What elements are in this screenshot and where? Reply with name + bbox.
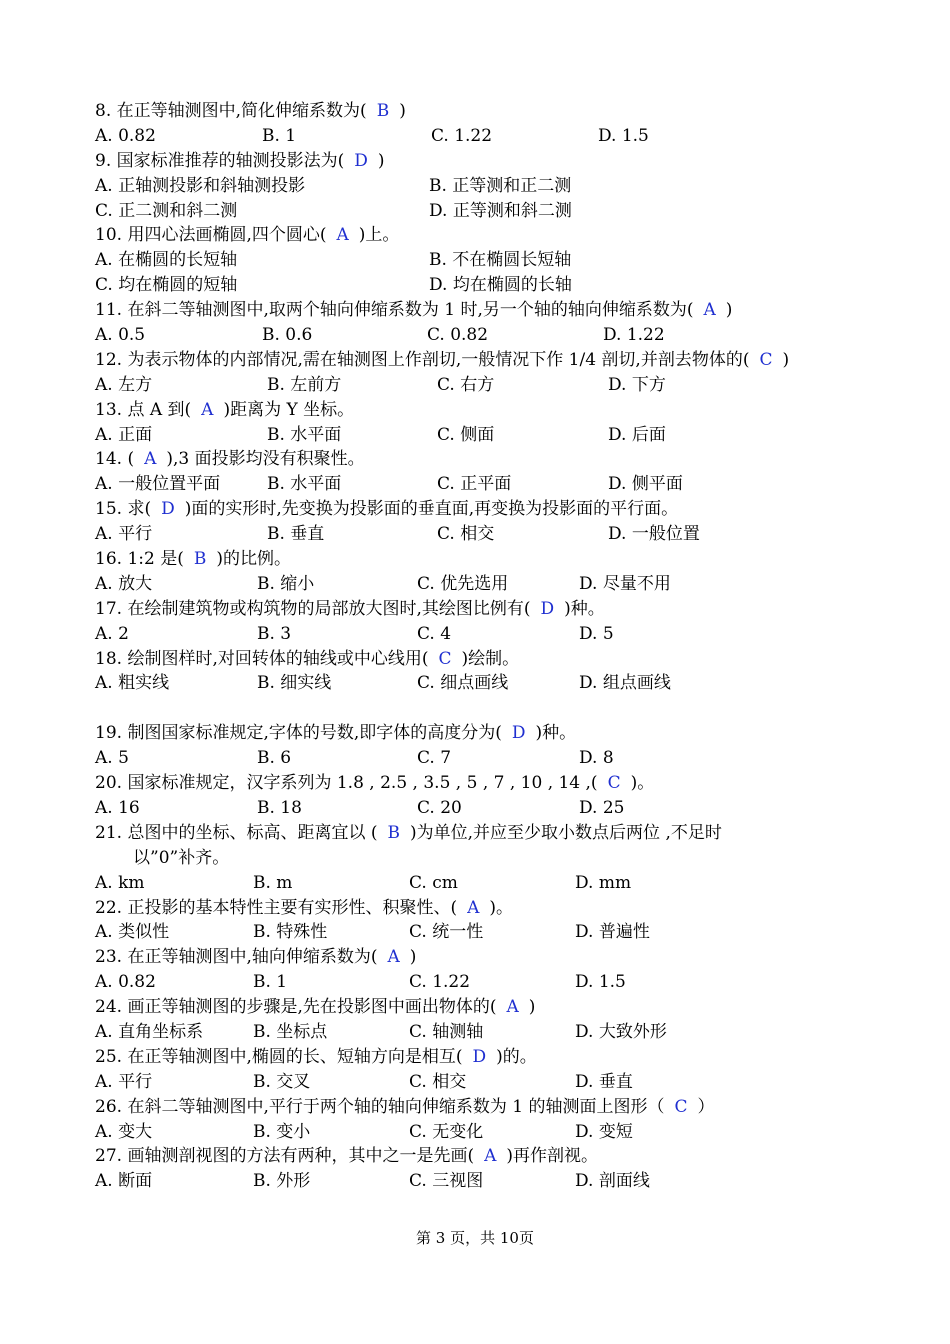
question-number: 14. [95,449,123,470]
options-row [95,970,865,995]
question-number: 21. [95,822,123,843]
answer-letter: A [201,399,214,420]
answer-letter: D [472,1046,487,1067]
answer-option: C. 侧面 [437,424,495,445]
question-stem [95,1144,865,1169]
question-number: 12. [95,349,123,370]
question-stem [95,497,865,522]
question-text-tail: )面的实形时,先变换为投影面的垂直面,再变换为投影面的平行面。 [184,499,679,520]
question-stem [95,597,865,622]
question-number: 18. [95,648,123,669]
question-text-tail: ） [697,1096,715,1117]
question-stem [95,398,865,423]
question-number: 17. [95,598,123,619]
answer-letter: A [467,897,480,918]
answer-letter: C [607,773,621,794]
options-row [95,572,865,597]
answer-option: B. 正等测和正二测 [429,175,572,196]
answer-letter: B [193,549,207,570]
question-stem [95,447,865,472]
answer-option: D. 8 [579,748,614,769]
answer-option: C. 7 [417,748,452,769]
answer-option: B. 18 [257,797,302,818]
question-stem [95,647,865,672]
answer-option: D. 尽量不用 [579,573,671,594]
options-row [95,746,865,771]
answer-letter: A [144,449,157,470]
question-text: 国家标准推荐的轴测投影法为( [116,150,345,171]
answer-letter: C [759,349,773,370]
answer-option: A. 左方 [95,374,153,395]
question-stem [95,149,865,174]
question-text-tail: )的比例。 [216,549,291,570]
options-row [95,1020,865,1045]
options-row [95,796,865,821]
answer-option: C. cm [409,872,458,893]
options-row [95,373,865,398]
options-row [95,522,865,547]
question-text: 在斜二等轴测图中,平行于两个轴的轴向伸缩系数为 1 的轴测面上图形（ [127,1096,665,1117]
question-text: 求( [127,499,152,520]
question-text: 在正等轴测图中,椭圆的长、短轴方向是相互( [127,1046,463,1067]
question-text: 正投影的基本特性主要有实形性、积聚性、( [127,897,458,918]
answer-option: C. 0.82 [427,325,489,346]
answer-letter: A [336,225,349,246]
answer-option: A. 类似性 [95,922,170,943]
answer-option: A. 16 [95,797,140,818]
answer-option: A. 直角坐标系 [95,1021,204,1042]
answer-option: C. 无变化 [409,1121,484,1142]
answer-option: A. 2 [95,623,129,644]
options-row [95,871,865,896]
question-text-tail: )为单位,并应至少取小数点后两位 ,不足时 [410,822,722,843]
question-stem [95,721,865,746]
answer-option: D. 一般位置 [608,524,700,545]
answer-option: A. 粗实线 [95,673,170,694]
answer-option: A. 一般位置平面 [95,474,221,495]
options-row [95,124,865,149]
question-stem [95,223,865,248]
answer-option: C. 统一性 [409,922,484,943]
answer-option: C. 相交 [437,524,495,545]
answer-option: C. 相交 [409,1071,467,1092]
question-text-tail: )。 [489,897,514,918]
options-row [95,174,865,199]
question-number: 27. [95,1146,123,1167]
question-text-tail: ) [399,101,406,121]
answer-option: B. 1 [262,125,297,146]
question-stem [95,1095,865,1120]
question-text-tail: ) [528,997,536,1018]
question-stem [95,995,865,1020]
question-number: 15. [95,499,123,520]
options-row [95,1169,865,1194]
answer-option: D. 普遍性 [575,922,650,943]
answer-option: C. 正平面 [437,474,512,495]
answer-option: B. 垂直 [267,524,325,545]
answer-letter: D [354,150,368,171]
answer-letter: D [161,499,175,520]
answer-option: A. 平行 [95,1071,153,1092]
question-list [95,99,865,1194]
answer-option: C. 优先选用 [417,573,509,594]
answer-option: D. 垂直 [575,1071,633,1092]
answer-option: C. 20 [417,797,462,818]
question-text-tail: )再作剖视。 [506,1146,599,1167]
answer-option: A. 正轴测投影和斜轴测投影 [95,175,306,196]
question-number: 8. [95,101,112,121]
question-number: 25. [95,1046,123,1067]
answer-option: B. 1 [253,972,288,993]
answer-option: D. 组点画线 [579,673,671,694]
answer-option: A. 5 [95,748,129,769]
answer-option: D. 均在椭圆的长轴 [429,275,572,296]
page-footer: 第 3 页，共 10页 [416,1229,534,1247]
answer-option: D. 变短 [575,1121,633,1142]
question-number: 13. [95,399,123,420]
options-row [95,671,865,696]
question-stem [95,945,865,970]
answer-option: D. 5 [579,623,614,644]
options-row [95,472,865,497]
options-row [95,248,865,273]
question-text-tail: ) [725,300,733,321]
answer-option: A. km [95,872,145,893]
question-text-tail: )。 [630,773,655,794]
question-number: 10. [95,225,123,246]
question-number: 20. [95,773,123,794]
answer-option: C. 1.22 [409,972,471,993]
question-number: 9. [95,150,112,171]
question-text-tail: ),3 面投影均没有积聚性。 [166,449,365,470]
answer-option: D. 剖面线 [575,1171,650,1192]
answer-option: B. 坐标点 [253,1021,328,1042]
options-row [95,199,865,224]
answer-letter: A [506,997,519,1018]
answer-option: B. 水平面 [267,424,342,445]
question-text: 画轴测剖视图的方法有两种，其中之一是先画( [127,1146,475,1167]
answer-option: B. 变小 [253,1121,311,1142]
question-stem [95,348,865,373]
answer-option: C. 右方 [437,374,495,395]
answer-option: D. 大致外形 [575,1021,667,1042]
answer-option: B. 特殊性 [253,922,328,943]
question-text: 在正等轴测图中,轴向伸缩系数为( [127,947,378,968]
answer-option: A. 平行 [95,524,153,545]
question-number: 26. [95,1096,123,1117]
answer-option: A. 0.82 [95,972,156,993]
question-stem [95,99,865,124]
answer-option: D. 正等测和斜二测 [429,200,572,221]
answer-option: D. 25 [579,797,625,818]
answer-option: B. 水平面 [267,474,342,495]
question-stem [95,896,865,921]
answer-letter: A [484,1146,497,1167]
answer-option: D. mm [575,872,632,893]
question-stem [95,771,865,796]
answer-letter: C [438,648,452,669]
answer-option: B. 不在椭圆长短轴 [429,250,572,271]
answer-option: A. 变大 [95,1121,153,1142]
options-row [95,1070,865,1095]
answer-option: A. 在椭圆的长短轴 [95,250,238,271]
question-text-tail: )绘制。 [461,648,520,669]
question-text: 制图国家标准规定,字体的号数,即字体的高度分为( [127,723,502,744]
answer-option: C. 4 [417,623,452,644]
answer-option: D. 1.5 [598,125,649,146]
answer-option: D. 下方 [608,374,666,395]
question-text: 在绘制建筑物或构筑物的局部放大图时,其绘图比例有( [127,598,531,619]
options-row [95,323,865,348]
question-number: 16. [95,549,123,570]
answer-option: A. 0.5 [95,325,146,346]
question-number: 11. [95,300,123,321]
answer-option: A. 0.82 [95,125,156,146]
question-number: 23. [95,947,123,968]
question-text-tail: )种。 [535,723,577,744]
answer-letter: B [387,822,400,843]
question-text: 国家标准规定，汉字系列为 1.8 , 2.5 , 3.5 , 5 , 7 , 10 , 14 ,( [127,773,598,794]
answer-option: D. 1.22 [603,325,665,346]
options-row [95,273,865,298]
answer-option: A. 断面 [95,1171,153,1192]
answer-option: B. 外形 [253,1171,311,1192]
question-text: 在斜二等轴测图中,取两个轴向伸缩系数为 1 时,另一个轴的轴向伸缩系数为( [127,300,694,321]
answer-option: A. 正面 [95,424,153,445]
answer-letter: D [540,598,555,619]
question-text: 画正等轴测图的步骤是,先在投影图中画出物体的( [127,997,497,1018]
answer-option: B. 交叉 [253,1071,311,1092]
question-number: 22. [95,897,123,918]
question-text: 用四心法画椭圆,四个圆心( [127,225,327,246]
question-stem [95,298,865,323]
answer-option: B. 缩小 [257,573,315,594]
question-text-tail: ) [377,150,385,171]
answer-option: B. 左前方 [267,374,342,395]
question-stem [95,547,865,572]
answer-option: A. 放大 [95,573,153,594]
question-text-tail: )种。 [564,598,605,619]
answer-option: D. 1.5 [575,972,626,993]
question-stem [95,1045,865,1070]
question-text: 点 A 到( [127,399,192,420]
answer-option: C. 正二测和斜二测 [95,200,238,221]
question-text-tail: ) [782,349,790,370]
options-row [95,622,865,647]
answer-option: B. 3 [257,623,292,644]
answer-option: B. 细实线 [257,673,332,694]
answer-option: B. 6 [257,748,292,769]
options-row [95,1120,865,1145]
question-text-tail: )距离为 Y 坐标。 [223,399,355,420]
answer-option: B. 0.6 [262,325,313,346]
answer-option: C. 轴测轴 [409,1021,484,1042]
question-text: 为表示物体的内部情况,需在轴测图上作剖切,一般情况下作 1/4 剖切,并剖去物体的( [127,349,750,370]
answer-option: C. 细点画线 [417,673,509,694]
question-text-tail: )的。 [496,1046,537,1067]
options-row [95,920,865,945]
question-text: 1:2 是( [127,549,184,570]
answer-option: D. 侧平面 [608,474,683,495]
answer-letter: A [703,300,716,321]
question-text: 总图中的坐标、标高、距离宜以 ( [127,822,378,843]
answer-option: B. m [253,872,293,893]
answer-option: C. 均在椭圆的短轴 [95,275,238,296]
answer-option: C. 三视图 [409,1171,484,1192]
question-number: 24. [95,997,123,1018]
answer-option: C. 1.22 [431,125,493,146]
question-text-tail: )上。 [358,225,400,246]
question-stem [95,821,865,871]
question-text: ( [127,449,135,470]
answer-letter: A [387,947,400,968]
question-text: 在正等轴测图中,简化伸缩系数为( [116,101,367,121]
answer-letter: C [674,1096,688,1117]
question-number: 19. [95,723,123,744]
question-text: 绘制图样时,对回转体的轴线或中心线用( [127,648,429,669]
question-text-continued: 以”0”补齐。 [133,847,230,868]
question-text-tail: ) [409,947,417,968]
options-row [95,423,865,448]
answer-letter: D [511,723,526,744]
answer-letter: B [376,101,390,121]
answer-option: D. 后面 [608,424,666,445]
